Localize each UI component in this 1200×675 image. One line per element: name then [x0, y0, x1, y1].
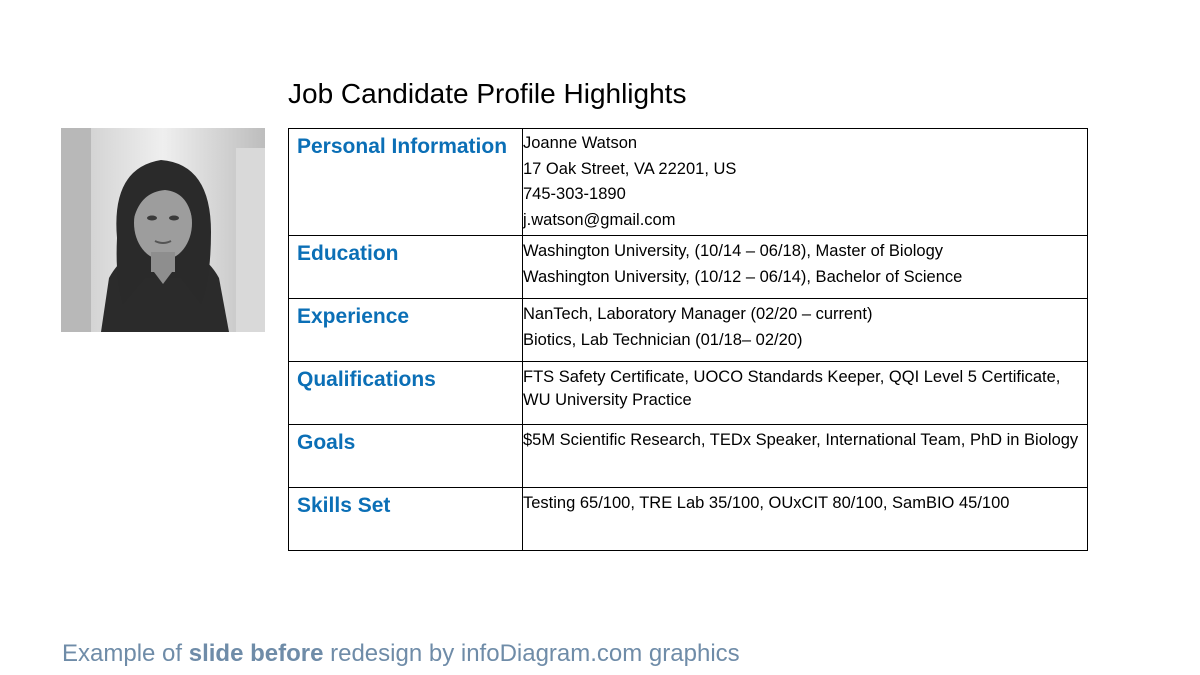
- skills-text: Testing 65/100, TRE Lab 35/100, OUxCIT 80/100, SamBIO 45/100: [523, 494, 1010, 512]
- candidate-phone: 745-303-1890: [523, 185, 626, 203]
- label-cell: [289, 488, 523, 551]
- row-label-education: Education: [297, 242, 399, 265]
- row-label-experience: Experience: [297, 305, 410, 328]
- experience-item: Biotics, Lab Technician (01/18– 02/20): [523, 330, 803, 349]
- row-label-personal-information: Personal Information: [297, 135, 508, 158]
- qualifications-text: FTS Safety Certificate, UOCO Standards Keeper, QQI Level 5 Certificate, WU University Practice: [523, 368, 1061, 409]
- slide-title: Job Candidate Profile Highlights: [288, 78, 687, 109]
- table-row: [289, 236, 1088, 299]
- footer-emphasis: slide before: [188, 640, 324, 667]
- row-label-qualifications: Qualifications: [297, 368, 436, 391]
- table-row: [289, 299, 1088, 362]
- candidate-photo: [61, 128, 265, 332]
- goals-text: $5M Scientific Research, TEDx Speaker, International Team, PhD in Biology: [523, 431, 1079, 449]
- education-item: Washington University, (10/12 – 06/14), Bachelor of Science: [523, 267, 963, 286]
- value-cell: [523, 488, 1088, 551]
- value-cell: [523, 299, 1088, 362]
- table-row: [289, 129, 1088, 236]
- row-label-goals: Goals: [297, 431, 356, 454]
- footer-suffix: redesign by infoDiagram.com graphics: [323, 640, 740, 667]
- value-cell: [523, 236, 1088, 299]
- candidate-email: j.watson@gmail.com: [523, 210, 676, 229]
- table-row: [289, 425, 1088, 488]
- footer-caption: [62, 638, 740, 670]
- experience-item: NanTech, Laboratory Manager (02/20 – current): [523, 305, 873, 323]
- row-label-skills-set: Skills Set: [297, 494, 391, 517]
- profile-table: [288, 128, 1088, 551]
- education-item: Washington University, (10/14 – 06/18), Master of Biology: [523, 242, 944, 260]
- table-row: [289, 488, 1088, 551]
- value-cell: [523, 129, 1088, 236]
- table-row: [289, 362, 1088, 425]
- label-cell: [289, 129, 523, 236]
- candidate-address: 17 Oak Street, VA 22201, US: [523, 159, 737, 178]
- value-cell: [523, 362, 1088, 425]
- label-cell: [289, 299, 523, 362]
- candidate-name: Joanne Watson: [523, 134, 638, 152]
- label-cell: [289, 362, 523, 425]
- label-cell: [289, 236, 523, 299]
- value-cell: [523, 425, 1088, 488]
- footer-prefix: Example of: [62, 640, 189, 667]
- label-cell: [289, 425, 523, 488]
